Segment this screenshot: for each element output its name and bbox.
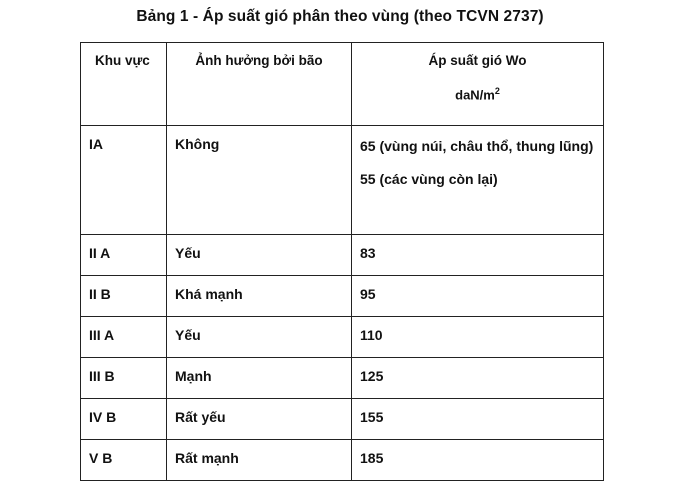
pressure-cell: 125 [352,358,604,399]
table-row [81,276,604,317]
storm-cell: Yếu [167,235,352,276]
pressure-cell: 83 [352,235,604,276]
table-row [81,440,604,481]
storm-cell: Không [167,126,352,235]
storm-cell: Mạnh [167,358,352,399]
table-row [81,358,604,399]
zone-cell: III B [81,358,167,399]
header-wind-pressure [352,43,604,126]
zone-cell: V B [81,440,167,481]
storm-cell: Rất yếu [167,399,352,440]
storm-cell: Khá mạnh [167,276,352,317]
table-row [81,235,604,276]
pressure-line-1: 65 (vùng núi, châu thổ, thung lũng) [360,138,594,154]
header-unit [360,86,595,102]
pressure-cell: 95 [352,276,604,317]
zone-cell: II A [81,235,167,276]
header-storm-influence: Ảnh hưởng bởi bão [167,43,352,126]
storm-cell: Rất mạnh [167,440,352,481]
table-header-row [81,43,604,126]
wind-pressure-table [80,42,604,481]
header-unit-superscript: 2 [494,86,500,96]
zone-cell: IA [81,126,167,235]
zone-cell: IV B [81,399,167,440]
pressure-cell: 155 [352,399,604,440]
storm-cell: Yếu [167,317,352,358]
table-row [81,317,604,358]
table-row [81,126,604,235]
zone-cell: III A [81,317,167,358]
table-title: Bảng 1 - Áp suất gió phân theo vùng (theo TCVN 2737) [136,8,544,25]
pressure-cell [352,126,604,235]
header-unit-label: daN/m [455,87,495,103]
header-zone: Khu vực [81,43,167,126]
zone-cell: II B [81,276,167,317]
pressure-cell: 185 [352,440,604,481]
pressure-cell: 110 [352,317,604,358]
pressure-line-2: 55 (các vùng còn lại) [360,171,498,187]
header-wind-pressure-label: Áp suất gió Wo [428,53,527,68]
table-row [81,399,604,440]
